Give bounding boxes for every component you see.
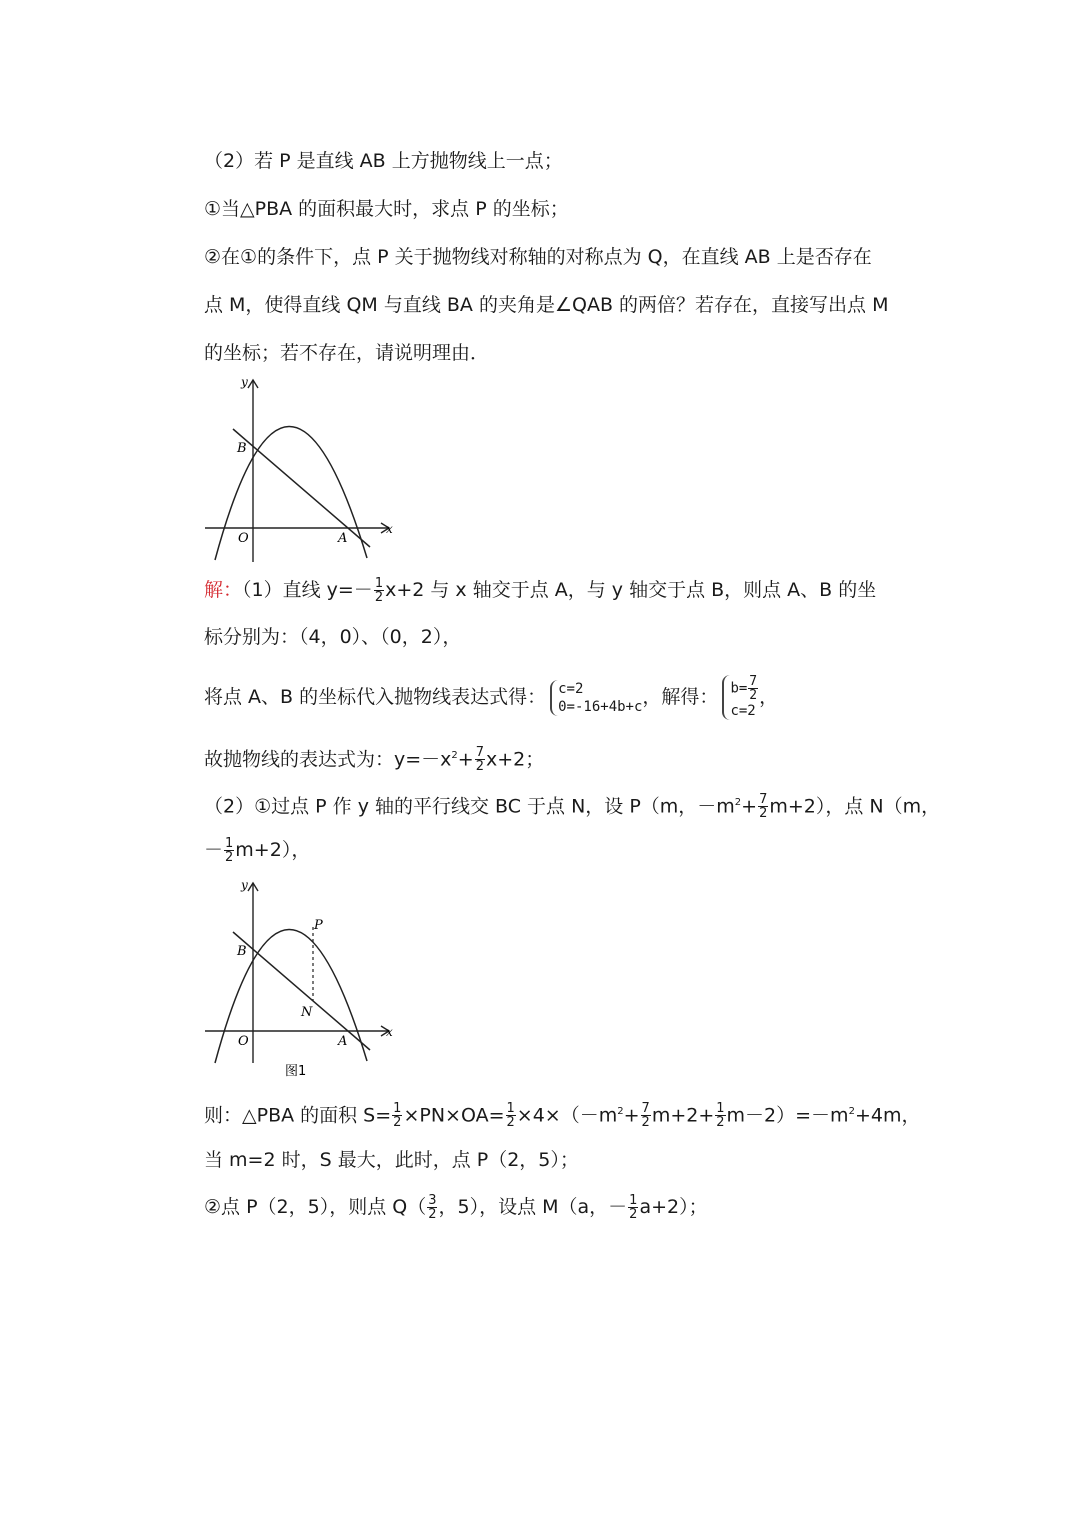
s7-f2 — [506, 1102, 516, 1129]
label-n: N — [301, 1005, 313, 1020]
solution-line3 — [204, 675, 778, 720]
s7-c: ×4×（－m — [516, 1104, 618, 1127]
s5-b: + — [741, 795, 758, 818]
s7-b: ×PN×OA= — [403, 1104, 505, 1127]
s5-frac — [758, 793, 768, 820]
s5-frac-num: 7 — [759, 792, 768, 808]
s9-f1-num: 3 — [428, 1193, 437, 1208]
solution-line8: 当 m=2 时，S 最大，此时，点 P（2，5）； — [204, 1149, 579, 1171]
system-1-line1: c=2 — [558, 680, 584, 697]
s4-frac-num: 7 — [475, 745, 484, 761]
s1-b: x+2 与 x 轴交于点 A，与 y 轴交于点 B，则点 A、B 的坐 — [385, 579, 877, 601]
s7-f2-den: 2 — [506, 1115, 515, 1131]
s5-a: （2）①过点 P 作 y 轴的平行线交 BC 于点 N，设 P（m，－m — [204, 795, 735, 818]
s7-f: m－2）=－m — [726, 1104, 849, 1127]
label-x: x — [386, 522, 393, 536]
s6-a: － — [204, 839, 224, 861]
s4-frac — [475, 746, 485, 773]
s9-b: ，5），设点 M（a，－ — [438, 1196, 628, 1218]
system-2-line1 — [730, 675, 759, 702]
s1-a: （1）直线 y=－ — [242, 579, 373, 601]
s6-frac-num: 1 — [225, 836, 234, 851]
s5-sup: 2 — [734, 797, 742, 808]
system-1 — [550, 680, 642, 716]
label-a: A — [338, 531, 348, 546]
question-q2-line3: 的坐标；若不存在，请说明理由． — [204, 342, 490, 364]
question-q1: ①当△PBA 的面积最大时，求点 P 的坐标； — [204, 198, 569, 220]
s9-a: ②点 P（2，5），则点 Q（ — [204, 1196, 427, 1218]
sys2-b-frac — [748, 675, 758, 702]
s9-f2 — [628, 1194, 638, 1221]
solution-line5 — [204, 789, 940, 820]
s7-f4 — [715, 1102, 725, 1129]
s7-d: + — [623, 1104, 640, 1127]
figure-top — [195, 372, 405, 567]
solution-line2: 标分别为：（4，0）、（0，2）， — [204, 626, 462, 648]
question-part2-intro: （2）若 P 是直线 AB 上方抛物线上一点； — [204, 150, 563, 172]
label-p: P — [314, 918, 323, 933]
s9-f2-den: 2 — [629, 1207, 638, 1222]
solution-line4 — [204, 742, 544, 773]
label-b: B — [237, 944, 247, 959]
figure-1 — [195, 875, 405, 1085]
s6-frac-den: 2 — [225, 850, 234, 865]
label-a: A — [338, 1034, 348, 1049]
system-2-line2: c=2 — [730, 703, 756, 719]
s4-a: 故抛物线的表达式为：y=－x — [204, 748, 452, 771]
question-q2-line2: 点 M，使得直线 QM 与直线 BA 的夹角是∠QAB 的两倍？若存在，直接写出点 M — [204, 294, 889, 316]
solution-line7 — [204, 1098, 920, 1129]
s5-c: m+2），点 N（m， — [769, 795, 941, 818]
s4-frac-den: 2 — [475, 759, 484, 775]
solution-label: 解： — [204, 579, 243, 601]
question-q2-line1: ②在①的条件下，点 P 关于抛物线对称轴的对称点为 Q，在直线 AB 上是否存在 — [204, 246, 872, 268]
sys2-comma: ， — [759, 686, 779, 708]
label-x: x — [386, 1025, 393, 1039]
s9-f1 — [427, 1194, 437, 1221]
s7-f4-num: 1 — [716, 1101, 725, 1117]
label-y: y — [241, 878, 248, 892]
solution-line6 — [204, 836, 310, 864]
s9-c: a+2）； — [639, 1196, 708, 1218]
s7-f3-den: 2 — [641, 1115, 650, 1131]
s7-f2-num: 1 — [506, 1101, 515, 1117]
solution-line1 — [204, 576, 876, 604]
s3-a: 将点 A、B 的坐标代入抛物线表达式得： — [204, 686, 547, 708]
s5-frac-den: 2 — [759, 806, 768, 822]
solution-line9 — [204, 1193, 708, 1221]
s7-f1-num: 1 — [393, 1101, 402, 1117]
system-1-line2: 0=-16+4b+c — [558, 698, 643, 715]
s4-sup: 2 — [451, 750, 458, 761]
label-y: y — [241, 375, 248, 389]
s6-frac — [224, 837, 234, 864]
sys2-b-lhs: b= — [730, 680, 748, 697]
s4-b: + — [457, 748, 474, 771]
s7-sup2: 2 — [848, 1106, 855, 1117]
s7-f4-den: 2 — [716, 1115, 725, 1131]
s6-b: m+2）， — [235, 839, 311, 861]
s7-e: m+2+ — [651, 1104, 715, 1127]
s1-frac — [374, 577, 384, 604]
s9-f1-den: 2 — [428, 1207, 437, 1222]
s9-f2-num: 1 — [629, 1193, 638, 1208]
sys2-b-num: 7 — [749, 674, 758, 689]
s7-f1-den: 2 — [393, 1115, 402, 1131]
s7-g: +4m， — [854, 1104, 921, 1127]
s4-c: x+2； — [486, 748, 545, 771]
s7-f1 — [392, 1102, 402, 1129]
label-o: O — [238, 531, 249, 546]
s7-sup1: 2 — [617, 1106, 624, 1117]
s7-f3-num: 7 — [641, 1101, 650, 1117]
label-b: B — [237, 441, 247, 456]
system-2 — [722, 675, 759, 720]
s7-a: 则：△PBA 的面积 S= — [204, 1104, 392, 1127]
s3-b: ，解得： — [642, 686, 719, 708]
figure-caption: 图1 — [285, 1064, 307, 1079]
s7-f3 — [641, 1102, 651, 1129]
sys2-b-den: 2 — [749, 688, 758, 703]
s1-frac-num: 1 — [374, 576, 384, 591]
label-o: O — [238, 1034, 249, 1049]
s1-frac-den: 2 — [374, 590, 384, 605]
